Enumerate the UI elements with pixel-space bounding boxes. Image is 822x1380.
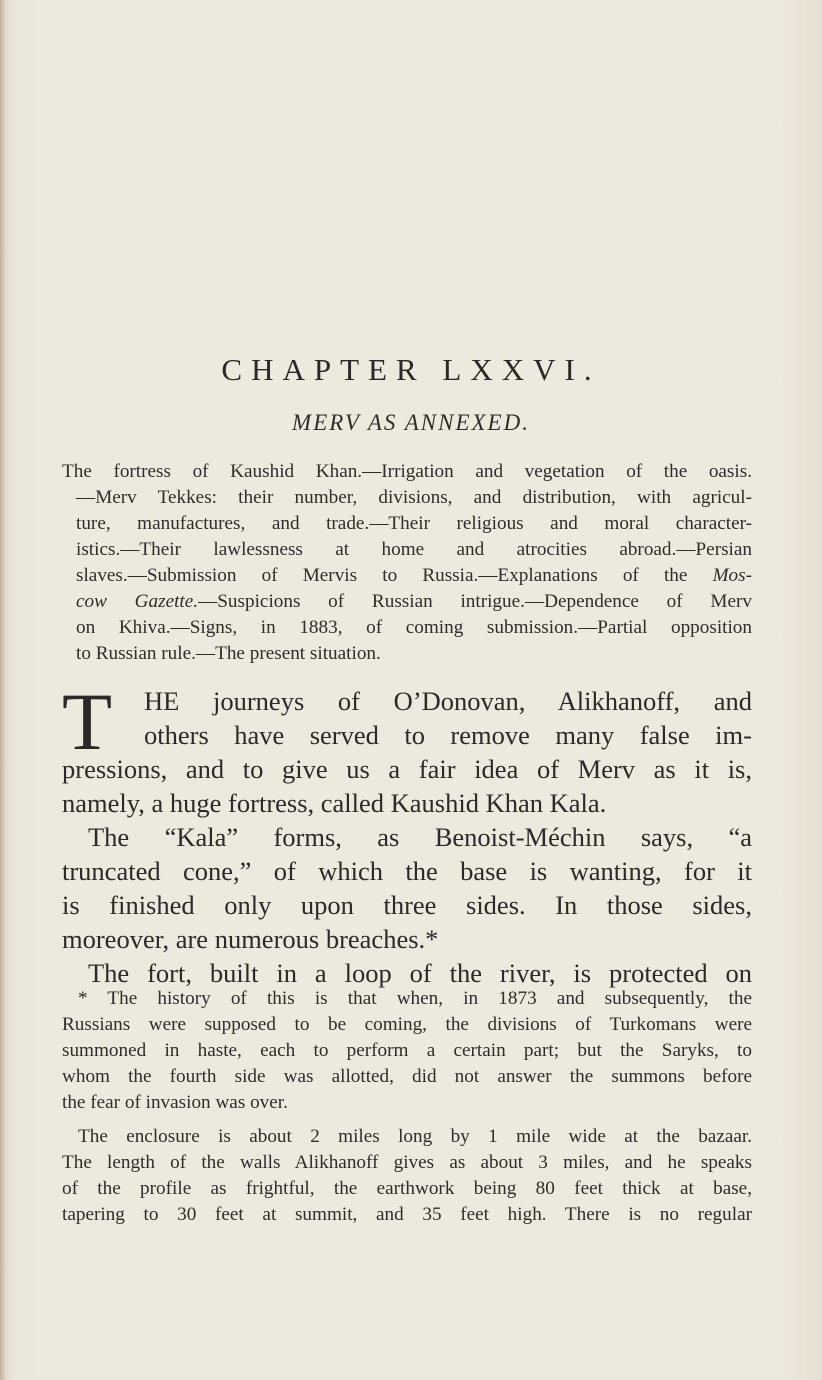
footnote-line: * The history of this is that when, in 1873 and subsequently, the: [78, 988, 752, 1009]
body-line: truncated cone,” of which the base is wanting, for it: [62, 856, 752, 886]
footnote-line: tapering to 30 feet at summit, and 35 feet high. There is no regular: [62, 1204, 752, 1225]
footnote-line: The enclosure is about 2 miles long by 1 mile wide at the bazaar.: [78, 1126, 752, 1147]
chapter-summary: [62, 459, 752, 667]
summary-line: —Merv Tekkes: their number, divisions, and distribution, with agricul-: [76, 487, 752, 508]
body-line: The “Kala” forms, as Benoist-Méchin says, “a: [88, 822, 752, 852]
footnote-line: the fear of invasion was over.: [62, 1092, 288, 1113]
summary-text: slaves.—Submission of Mervis to Russia.—Explanations of the: [76, 565, 688, 586]
summary-line: The fortress of Kaushid Khan.—Irrigation and vegetation of the oasis.: [62, 461, 752, 482]
body-line: namely, a huge fortress, called Kaushid Khan Kala.: [62, 788, 607, 818]
body-line: pressions, and to give us a fair idea of Merv as it is,: [62, 754, 752, 784]
footnote-continuation: [62, 1124, 752, 1228]
body-paragraphs: [62, 676, 752, 990]
footnote-line: whom the fourth side was allotted, did not answer the summons before: [62, 1066, 752, 1087]
body-line: is finished only upon three sides. In those sides,: [62, 890, 752, 920]
summary-line: ture, manufactures, and trade.—Their religious and moral character-: [76, 513, 752, 534]
drop-cap: T: [62, 676, 113, 767]
body-line: HE journeys of O’Donovan, Alikhanoff, and: [144, 686, 752, 716]
footnote-line: summoned in haste, each to perform a certain part; but the Saryks, to: [62, 1040, 752, 1061]
summary-line: on Khiva.—Signs, in 1883, of coming submission.—Partial opposition: [76, 617, 752, 638]
summary-text: —Suspicions of Russian intrigue.—Dependence of Merv: [198, 591, 752, 612]
chapter-subtitle: MERV AS ANNEXED.: [292, 410, 530, 435]
body-line: The fort, built in a loop of the river, is protected on: [88, 958, 752, 988]
footnote-line: Russians were supposed to be coming, the divisions of Turkomans were: [62, 1014, 752, 1035]
footnote-line: The length of the walls Alikhanoff gives as about 3 miles, and he speaks: [62, 1152, 752, 1173]
footnote: [62, 986, 752, 1228]
summary-italic: Mos-: [712, 565, 752, 586]
body-line: moreover, are numerous breaches.*: [62, 924, 439, 954]
summary-line: istics.—Their lawlessness at home and atrocities abroad.—Persian: [76, 539, 752, 560]
footnote-line: of the profile as frightful, the earthwork being 80 feet thick at base,: [62, 1178, 752, 1199]
chapter-title: CHAPTER LXXVI.: [221, 352, 601, 387]
page-edge-shadow: [0, 0, 6, 1380]
body-line: others have served to remove many false im-: [144, 720, 752, 750]
summary-line: to Russian rule.—The present situation.: [76, 643, 381, 664]
summary-italic: cow Gazette.: [76, 591, 199, 612]
summary-line: [62, 589, 752, 615]
summary-line: [62, 563, 752, 589]
